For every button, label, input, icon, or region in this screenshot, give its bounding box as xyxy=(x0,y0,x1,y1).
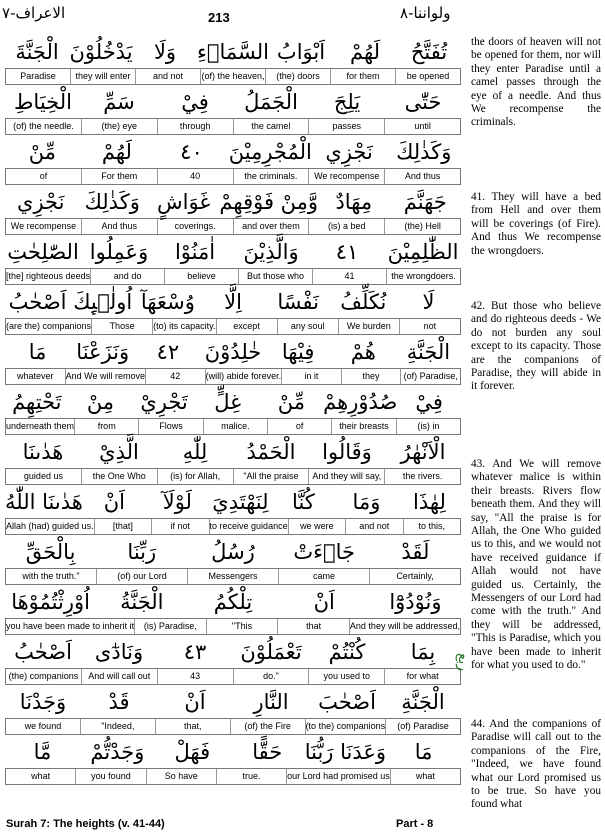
verse-row xyxy=(5,136,461,186)
arabic-word: لِنَهْتَدِيَ xyxy=(212,490,269,514)
gloss-word: you have been made to inherit it xyxy=(6,621,135,631)
gloss-word: for what xyxy=(384,669,460,684)
gloss-word: except xyxy=(216,319,277,334)
arabic-line xyxy=(5,586,461,618)
arabic-line xyxy=(5,636,461,668)
gloss-word: and do xyxy=(90,269,164,284)
gloss-word: We recompense xyxy=(308,169,384,184)
arabic-word: اَبْوَابُ xyxy=(276,40,326,64)
gloss-word: we were xyxy=(288,519,345,534)
gloss-word: Allah (had) guided us. xyxy=(6,521,94,531)
gloss-word: (will) abide forever. xyxy=(205,369,282,384)
gloss-word: what xyxy=(31,771,51,781)
arabic-line xyxy=(5,36,461,68)
arabic-word: اَصْحٰبُ xyxy=(8,290,67,314)
arabic-line xyxy=(5,286,461,318)
gloss-line xyxy=(5,718,461,735)
arabic-word: وَعَمِلُوا xyxy=(89,240,149,264)
arabic-word: تَحْتِهِمُ xyxy=(12,390,62,414)
gloss-word: And they will say, xyxy=(308,469,384,484)
arabic-word: ٤٠ xyxy=(180,140,203,164)
gloss-word: We recompense xyxy=(10,221,77,231)
gloss-line xyxy=(5,168,461,185)
arabic-word: اَصْحٰبُ xyxy=(14,640,72,664)
arabic-word: وَجَدْنَا xyxy=(19,690,67,714)
gloss-line xyxy=(5,668,461,685)
surah-title-arabic: الاعراف-٧ xyxy=(2,4,66,22)
verse-row xyxy=(5,586,461,636)
gloss-word: And they will be addressed, xyxy=(349,619,460,634)
gloss-word: [the] righteous deeds xyxy=(6,271,91,281)
gloss-line xyxy=(5,218,461,235)
gloss-word: "All the praise xyxy=(233,469,309,484)
gloss-word: and over them xyxy=(233,219,309,234)
arabic-word: الْجَنَّةُ xyxy=(120,590,164,614)
verse-row xyxy=(5,386,461,436)
arabic-word: فِيْهَا xyxy=(281,340,315,364)
gloss-word: (of) the needle. xyxy=(13,121,74,131)
arabic-word: الصّٰلِحٰتِ xyxy=(7,240,79,264)
arabic-word: وَجَدْتُّمْ xyxy=(90,740,145,764)
arabic-word: مَا xyxy=(28,340,47,364)
word-by-word-grid xyxy=(5,36,461,786)
arabic-word: وَلَا xyxy=(153,40,177,64)
arabic-word: هُمْ xyxy=(350,340,376,364)
arabic-word: كُنَّا xyxy=(292,490,315,514)
gloss-word: (is) a bed xyxy=(308,219,384,234)
arabic-word: وَكَذٰلِكَ xyxy=(396,140,452,164)
arabic-word: تُفَتَّحُ xyxy=(410,40,448,64)
arabic-word: فِيْ xyxy=(415,390,443,414)
arabic-word: نَفْسًا xyxy=(277,290,319,314)
gloss-word: and not xyxy=(345,519,402,534)
gloss-word: (of) the heaven, xyxy=(200,69,265,84)
arabic-word: ٤٢ xyxy=(156,340,180,364)
arabic-word: وَمَا xyxy=(352,490,381,514)
arabic-line xyxy=(5,536,461,568)
gloss-word: (is) Paradise, xyxy=(134,619,206,634)
arabic-word: لِلّٰهِ xyxy=(182,440,208,464)
arabic-word: مَّا xyxy=(33,740,52,764)
arabic-word: تَجْرِيْ xyxy=(140,390,188,414)
gloss-word: And thus xyxy=(81,219,157,234)
arabic-word: وَنَادٰٓى xyxy=(94,640,144,664)
gloss-word: But those who xyxy=(238,269,312,284)
gloss-word: 40 xyxy=(157,169,233,184)
arabic-word: لِهٰذَا xyxy=(413,490,446,514)
arabic-word: تَعْمَلُوْنَ xyxy=(240,640,302,664)
arabic-word: تِلْكُمُ xyxy=(213,590,253,614)
gloss-word: We burden xyxy=(338,319,399,334)
arabic-word: سَمِّ xyxy=(103,90,135,114)
gloss-word: [that] xyxy=(94,519,151,534)
arabic-word: وَعَدَنَا رَبُّنَا xyxy=(304,740,387,764)
arabic-line xyxy=(5,86,461,118)
gloss-line xyxy=(5,368,461,385)
arabic-word: مِنْ xyxy=(86,390,115,414)
footer-surah: Surah 7: The heights (v. 41-44) xyxy=(6,818,165,830)
verse-translation: 41. They will have a bed from Hell and over them will be coverings (of Fire). And thus We recompense the wrongdoers. xyxy=(471,191,601,257)
gloss-word: For them xyxy=(81,169,157,184)
arabic-line xyxy=(5,186,461,218)
gloss-word: the camel xyxy=(233,119,309,134)
page-number: 213 xyxy=(208,10,230,25)
verse-row xyxy=(5,486,461,536)
gloss-word: Messengers xyxy=(187,569,278,584)
gloss-word: their breasts xyxy=(331,419,395,434)
arabic-word: الْجَنَّةِ xyxy=(401,690,445,714)
arabic-word: رُسُلُ xyxy=(211,540,255,564)
arabic-word: نَجْزِي xyxy=(17,190,65,214)
gloss-word: of xyxy=(267,419,331,434)
verse-translation: 44. And the companions of Paradise will call out to the companions of the Fire, "Indeed, we have found what our Lord promised us to be true. So have you found what xyxy=(471,718,601,811)
gloss-word: coverings. xyxy=(157,219,233,234)
gloss-word: you used to xyxy=(308,669,384,684)
arabic-word: لَهُمْ xyxy=(349,40,381,64)
gloss-word: (of) the Fire xyxy=(230,719,305,734)
arabic-word: هَدٰىنَا اللّٰهُ xyxy=(5,490,83,514)
arabic-line xyxy=(5,486,461,518)
arabic-word: الْجَنَّةِ xyxy=(406,340,451,364)
verse-row xyxy=(5,36,461,86)
gloss-word: the wrongdoers. xyxy=(386,269,460,284)
arabic-word: لَقَدْ xyxy=(401,540,430,564)
gloss-word: the One Who xyxy=(81,469,157,484)
arabic-word: اَنْ xyxy=(103,490,125,514)
gloss-word: whatever xyxy=(17,371,54,381)
arabic-word: الْحَمْدُ xyxy=(246,440,296,464)
arabic-line xyxy=(5,136,461,168)
verse-row xyxy=(5,536,461,586)
arabic-word: اُولٰۗىِٕكَ xyxy=(73,290,133,314)
arabic-word: كُنْتُمْ xyxy=(328,640,366,664)
gloss-word: guided us xyxy=(23,471,63,481)
arabic-word: بِالْحَقِّ xyxy=(25,540,76,564)
arabic-word: وَالَّذِيْنَ xyxy=(243,240,299,264)
arabic-word: لَهُمْ xyxy=(101,140,132,164)
gloss-line xyxy=(5,768,461,785)
gloss-word: through xyxy=(157,119,233,134)
gloss-line xyxy=(5,568,461,585)
gloss-word: we found xyxy=(24,721,62,731)
verse-row xyxy=(5,186,461,236)
gloss-word: for them xyxy=(330,69,395,84)
gloss-word: they xyxy=(341,369,401,384)
gloss-word: Flows xyxy=(138,419,202,434)
arabic-word: ٤١ xyxy=(335,240,359,264)
part-title-arabic: ولواننا-٨ xyxy=(400,4,451,22)
gloss-line xyxy=(5,418,461,435)
arabic-word: بِمَا xyxy=(410,640,436,664)
gloss-word: with the truth." xyxy=(22,571,80,581)
verse-row xyxy=(5,236,461,286)
gloss-word: in it xyxy=(281,369,341,384)
gloss-word: our Lord had promised us xyxy=(286,769,390,784)
gloss-word: (the) Hell xyxy=(384,219,460,234)
gloss-line xyxy=(5,118,461,135)
arabic-word: فَهَلْ xyxy=(174,740,211,764)
gloss-word: what xyxy=(390,769,460,784)
gloss-word: Certainly, xyxy=(369,569,460,584)
gloss-word: (are the) companions xyxy=(5,321,92,331)
verse-translation: 43. And We will remove whatever malice is within their breasts. Rivers flow beneath them. And they will say, "All the praise is for Allah, the One Who guided us to this, and we would not have received guidance if Allah would not have guided us. Certainly, the Messengers of our Lord had come with the truth." And they will be addressed, "This is Paradise, which you have been made to inherit for what you used to do." xyxy=(471,458,601,672)
gloss-word: "This xyxy=(206,619,278,634)
ruku-marker: ربع xyxy=(456,653,472,672)
arabic-word: مِّنْ xyxy=(277,390,305,414)
gloss-word: 42 xyxy=(145,369,205,384)
gloss-word: Paradise xyxy=(20,71,56,81)
gloss-word: (of) our Lord xyxy=(96,569,187,584)
gloss-word: (the) doors xyxy=(265,69,330,84)
arabic-word: الْاَنْهٰرُ xyxy=(400,440,446,464)
arabic-word: رَبِّنَا xyxy=(127,540,157,564)
arabic-word: الْجَنَّةَ xyxy=(15,40,59,64)
gloss-word: do." xyxy=(233,669,309,684)
gloss-word: (the) eye xyxy=(81,119,157,134)
gloss-line xyxy=(5,268,461,285)
arabic-word: الْجَمَلُ xyxy=(244,90,298,114)
arabic-line xyxy=(5,736,461,768)
arabic-word: الْمُجْرِمِيْنَ xyxy=(228,140,312,164)
arabic-word: الْخِيَاطِ xyxy=(14,90,72,114)
gloss-word: believe xyxy=(164,269,238,284)
verse-row xyxy=(5,336,461,386)
arabic-word: النَّارِ xyxy=(253,690,289,714)
gloss-line xyxy=(5,468,461,485)
gloss-word: (of) Paradise xyxy=(385,719,460,734)
arabic-word: اُوْرِثْتُمُوْهَا xyxy=(11,590,90,614)
gloss-word: (is) for Allah, xyxy=(157,469,233,484)
gloss-word: And thus xyxy=(384,169,460,184)
gloss-line xyxy=(5,618,461,635)
gloss-word: that xyxy=(277,619,349,634)
gloss-word: passes xyxy=(308,119,384,134)
arabic-word: ٤٣ xyxy=(183,640,207,664)
gloss-word: from xyxy=(74,419,138,434)
arabic-line xyxy=(5,336,461,368)
arabic-word: الَّذِيْ xyxy=(99,440,139,464)
arabic-word: اَنْ xyxy=(313,590,335,614)
verse-row xyxy=(5,286,461,336)
gloss-word: And We will remove xyxy=(65,369,145,384)
footer-part: Part - 8 xyxy=(396,818,434,830)
gloss-word: malice. xyxy=(203,419,267,434)
arabic-word: مِّنْ xyxy=(28,140,56,164)
arabic-word: لَا xyxy=(422,290,435,314)
arabic-word: صُدُوْرِهِمْ xyxy=(323,390,398,414)
gloss-word: to receive guidance xyxy=(209,519,288,534)
gloss-word: Those xyxy=(91,319,152,334)
verse-row xyxy=(5,686,461,736)
arabic-word: مَا xyxy=(414,740,433,764)
verse-translation: the doors of heaven will not be opened for them, nor will they enter Paradise until a camel passes through the eye of a needle. And thus We recompense the criminals. xyxy=(471,36,601,129)
gloss-word: So have xyxy=(146,769,216,784)
arabic-word: اٰمَنُوْا xyxy=(174,240,216,264)
arabic-word: اَنْ xyxy=(184,690,206,714)
gloss-word: (is) in xyxy=(396,419,460,434)
arabic-word: قَدْ xyxy=(108,690,130,714)
arabic-word: اِلَّا xyxy=(224,290,242,314)
gloss-line xyxy=(5,68,461,85)
arabic-word: غَوَاشٍ xyxy=(157,190,211,214)
arabic-word: لَوْلَآ xyxy=(162,490,192,514)
gloss-word: not xyxy=(399,319,460,334)
gloss-word: "Indeed, xyxy=(80,719,155,734)
gloss-word: came xyxy=(278,569,369,584)
gloss-word: if not xyxy=(151,519,208,534)
arabic-word: جَاۗءَتْ xyxy=(293,540,356,564)
arabic-word: حَقًّا xyxy=(252,740,283,764)
gloss-word: And will call out xyxy=(81,669,157,684)
gloss-word: any soul xyxy=(277,319,338,334)
arabic-word: غِلٍّ xyxy=(214,390,242,414)
gloss-word: the rivers. xyxy=(384,469,460,484)
gloss-word: (to) its capacity. xyxy=(152,319,215,334)
gloss-word: 41 xyxy=(312,269,386,284)
arabic-word: خٰلِدُوْنَ xyxy=(204,340,262,364)
gloss-word: 43 xyxy=(157,669,233,684)
arabic-word: وَنُوْدُوْٓا xyxy=(389,590,442,614)
verse-row xyxy=(5,86,461,136)
arabic-word: الظّٰلِمِيْنَ xyxy=(387,240,459,264)
gloss-word: that, xyxy=(155,719,230,734)
gloss-word: you found xyxy=(75,769,145,784)
verse-translation: 42. But those who believe and do righteous deeds - We do not burden any soul except to its capacity. Those are the companions of Paradise, they will abide in it forever. xyxy=(471,300,601,393)
gloss-word: true. xyxy=(216,769,286,784)
arabic-word: نَجْزِي xyxy=(325,140,373,164)
arabic-word: هَدٰىنَا xyxy=(22,440,64,464)
arabic-word: وَكَذٰلِكَ xyxy=(84,190,140,214)
gloss-word: until xyxy=(384,119,460,134)
page-header xyxy=(0,0,605,36)
verse-row xyxy=(5,636,461,686)
gloss-word: of xyxy=(39,171,48,181)
verse-row xyxy=(5,736,461,786)
gloss-word: be opened xyxy=(395,69,460,84)
arabic-line xyxy=(5,686,461,718)
gloss-word: and not xyxy=(135,69,200,84)
gloss-line xyxy=(5,318,461,335)
gloss-word: the criminals. xyxy=(233,169,309,184)
gloss-word: (of) Paradise, xyxy=(400,369,460,384)
arabic-word: جَهَنَّمَ xyxy=(403,190,447,214)
arabic-word: حَتّٰى xyxy=(404,90,442,114)
gloss-word: to this, xyxy=(403,519,460,534)
arabic-word: السَّمَاۗءِ xyxy=(197,40,269,64)
arabic-word: فِيْ xyxy=(181,90,209,114)
arabic-word: يَدْخُلُوْنَ xyxy=(69,40,133,64)
verse-row xyxy=(5,436,461,486)
arabic-word: وَنَزَعْنَا xyxy=(76,340,130,364)
gloss-word: they will enter xyxy=(70,69,135,84)
arabic-word: مِهَادٌ xyxy=(335,190,373,214)
arabic-word: يَلِجَ xyxy=(333,90,361,114)
arabic-word: وُسْعَهَآ xyxy=(140,290,195,314)
arabic-word: نُكَلِّفُ xyxy=(340,290,387,314)
arabic-word: وَّمِنْ فَوْقِهِمْ xyxy=(219,190,319,214)
gloss-line xyxy=(5,518,461,535)
arabic-line xyxy=(5,386,461,418)
arabic-word: اَصْحٰبَ xyxy=(318,690,376,714)
arabic-line xyxy=(5,236,461,268)
gloss-word: (to the) companions xyxy=(305,719,386,734)
gloss-word: underneath them xyxy=(5,421,75,431)
arabic-line xyxy=(5,436,461,468)
gloss-word: (the) companions xyxy=(8,671,79,681)
arabic-word: وَقَالُوا xyxy=(322,440,372,464)
